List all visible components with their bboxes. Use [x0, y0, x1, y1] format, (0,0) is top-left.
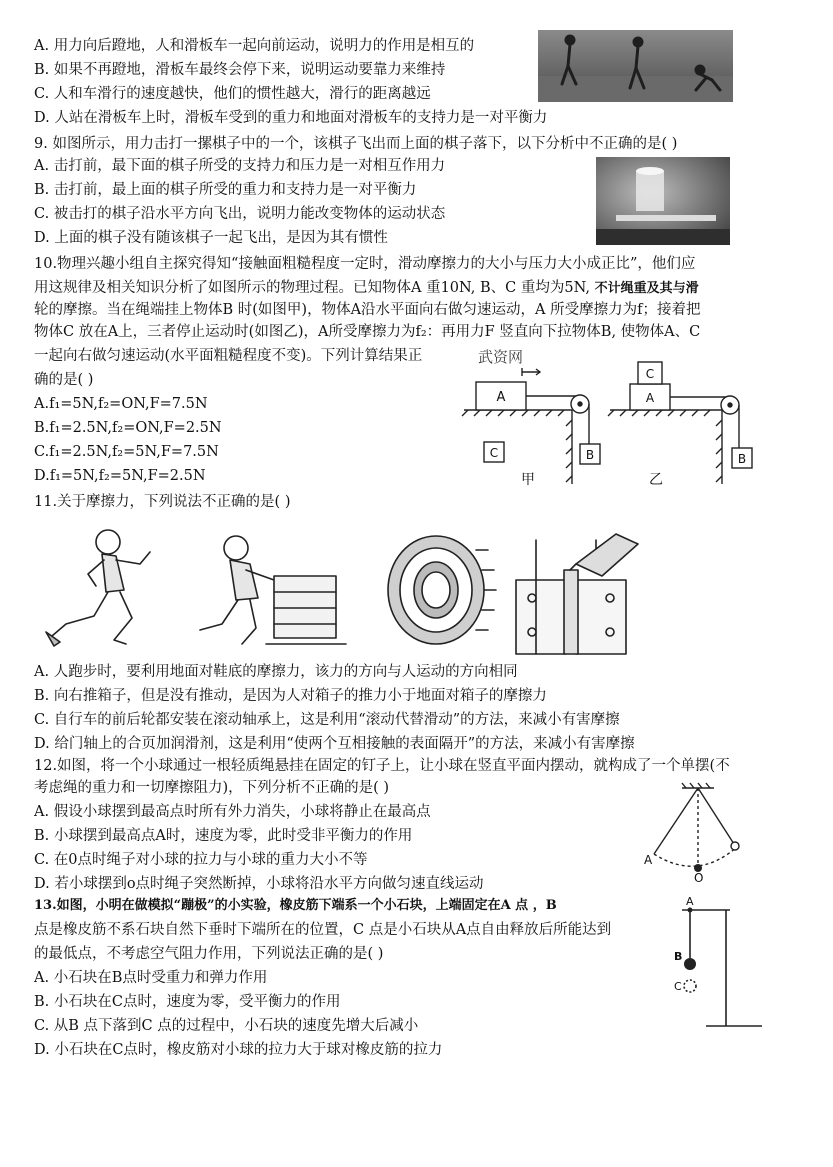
q10-stem-line5: 一起向右做匀速运动(水平面粗糙程度不变)。下列计算结果正 [34, 348, 423, 364]
door-hinge-icon [516, 534, 638, 654]
block-c-label: C [489, 446, 499, 460]
caption-jia: 甲 [521, 472, 535, 488]
running-boy-icon [46, 530, 150, 646]
q9-option-d: D. 上面的棋子没有随该棋子一起飞出，是因为其有惯性 [34, 230, 388, 246]
block-a-label: A [496, 390, 506, 405]
q13-option-c: C. 从B 点下落到C 点的过程中，小石块的速度先增大后减小 [34, 1018, 419, 1034]
block-b-label: B [585, 448, 595, 462]
q9-option-a: A. 击打前，最下面的棋子所受的支持力和压力是一对相互作用力 [34, 158, 446, 174]
q10-option-d: D.f₁=5N,f₂=5N,F=2.5N [34, 468, 206, 484]
q13-stem-line1: 13.如图，小明在做模拟“蹦极”的小实验，橡皮筋下端系一个小石块，上端固定在A 点 ，B [34, 898, 557, 913]
q12-option-a: A. 假设小球摆到最高点时所有外力消失，小球将静止在最高点 [34, 804, 431, 820]
q8-option-d: D. 人站在滑板车上时，滑板车受到的重力和地面对滑板车的支持力是一对平衡力 [34, 110, 548, 126]
q13-option-a: A. 小石块在B点时受重力和弹力作用 [34, 970, 268, 986]
q13-stem-line2: 点是橡皮筋不系石块自然下垂时下端所在的位置，C 点是小石块从A点自由释放后所能达到 [34, 922, 612, 938]
pushing-boy-icon [200, 536, 346, 644]
q12-option-c: C. 在0点时绳子对小球的拉力与小球的重力大小不等 [34, 852, 368, 868]
q10-stem-line4: 物体C 放在A上，三者停止运动时(如图乙)，A所受摩擦力为f₂：再用力F 竖直向下拉物体B, 使物体A、C [34, 324, 701, 340]
caption-yi: 乙 [649, 472, 663, 488]
q13-option-d: D. 小石块在C点时，橡皮筋对小球的拉力大于球对橡皮筋的拉力 [34, 1042, 443, 1058]
q9-stem: 9. 如图所示，用力击打一摞棋子中的一个，该棋子飞出而上面的棋子落下，以下分析中不正确的是( ) [34, 136, 678, 152]
q9-option-c: C. 被击打的棋子沿水平方向飞出，说明力能改变物体的运动状态 [34, 206, 446, 222]
ball-bearing-icon [388, 536, 496, 644]
q12-stem-line1: 12.如图，将一个小球通过一根轻质绳悬挂在固定的钉子上，让小球在竖直平面内摆动，就构成了一个单摆(不 [34, 758, 730, 774]
q8-option-b: B. 如果不再蹬地，滑板车最终会停下来，说明运动要靠力来维持 [34, 62, 446, 78]
q10-option-c: C.f₁=2.5N,f₂=5N,F=7.5N [34, 444, 219, 460]
q11-option-b: B. 向右推箱子，但是没有推动，是因为人对箱子的推力小于地面对箱子的摩擦力 [34, 688, 547, 704]
point-o-label: O [694, 871, 704, 882]
watermark-text: 武资网 [478, 348, 524, 366]
q12-stem-line2: 考虑绳的重力和一切摩擦阻力)，下列分析不正确的是( ) [34, 780, 390, 796]
q10-option-b: B.f₁=2.5N,f₂=ON,F=2.5N [34, 420, 222, 436]
q11-option-a: A. 人跑步时，要利用地面对鞋底的摩擦力，该力的方向与人运动的方向相同 [34, 664, 518, 680]
point-c-label: C [674, 980, 682, 993]
bungee-stand-diagram [666, 894, 766, 1034]
block-c2-label: C [645, 367, 655, 381]
q10-stem-line2 [34, 278, 699, 299]
q10-stem-line2-note: 不计绳重及其与滑 [594, 281, 699, 296]
q8-option-a: A. 用力向后蹬地，人和滑板车一起向前运动，说明力的作用是相互的 [34, 38, 475, 54]
q10-stem-line6: 确的是( ) [34, 372, 94, 388]
q12-option-b: B. 小球摆到最高点A时，速度为零，此时受非平衡力的作用 [34, 828, 413, 844]
q9-option-b: B. 击打前，最上面的棋子所受的重力和支持力是一对平衡力 [34, 182, 417, 198]
friction-pictures [36, 520, 646, 655]
q12-option-d: D. 若小球摆到o点时绳子突然断掉，小球将沿水平方向做匀速直线运动 [34, 876, 484, 892]
q10-stem-line3: 轮的摩擦。当在绳端挂上物体B 时(如图甲)，物体A沿水平面向右做匀速运动，A 所受摩擦力为f；接着把 [34, 302, 701, 318]
q10-stem-line1: 10.物理兴趣小组自主探究得知“接触面粗糙程度一定时，滑动摩擦力的大小与压力大小成正比”，他们应 [34, 256, 696, 272]
q13-option-b: B. 小石块在C点时，速度为零，受平衡力的作用 [34, 994, 341, 1010]
chess-stack-photo [596, 157, 730, 245]
q11-option-d: D. 给门轴上的合页加润滑剂，这是利用“使两个互相接触的表面隔开”的方法，来减小有害摩擦 [34, 736, 635, 752]
point-a-label: A [686, 895, 694, 908]
pendulum-diagram [630, 782, 760, 882]
skateboard-photo [538, 30, 733, 102]
q13-stem-line3: 的最低点，不考虑空气阻力作用，下列说法正确的是( ) [34, 946, 384, 962]
q11-stem: 11.关于摩擦力，下列说法不正确的是( ) [34, 494, 291, 510]
point-b-label: B [674, 950, 683, 963]
block-b2-label: B [737, 452, 747, 466]
friction-pulley-diagram [460, 344, 770, 490]
q8-option-c: C. 人和车滑行的速度越快，他们的惯性越大，滑行的距离越远 [34, 86, 431, 102]
q10-stem-line2-text: 用这规律及相关知识分析了如图所示的物理过程。已知物体A 重10N, B、C 重均为5N, [34, 280, 595, 296]
point-a-label: A [644, 853, 653, 867]
block-a2-label: A [645, 391, 655, 405]
q10-option-a: A.f₁=5N,f₂=ON,F=7.5N [34, 396, 208, 412]
q11-option-c: C. 自行车的前后轮都安装在滚动轴承上，这是利用“滚动代替滑动”的方法，来减小有害摩擦 [34, 712, 620, 728]
